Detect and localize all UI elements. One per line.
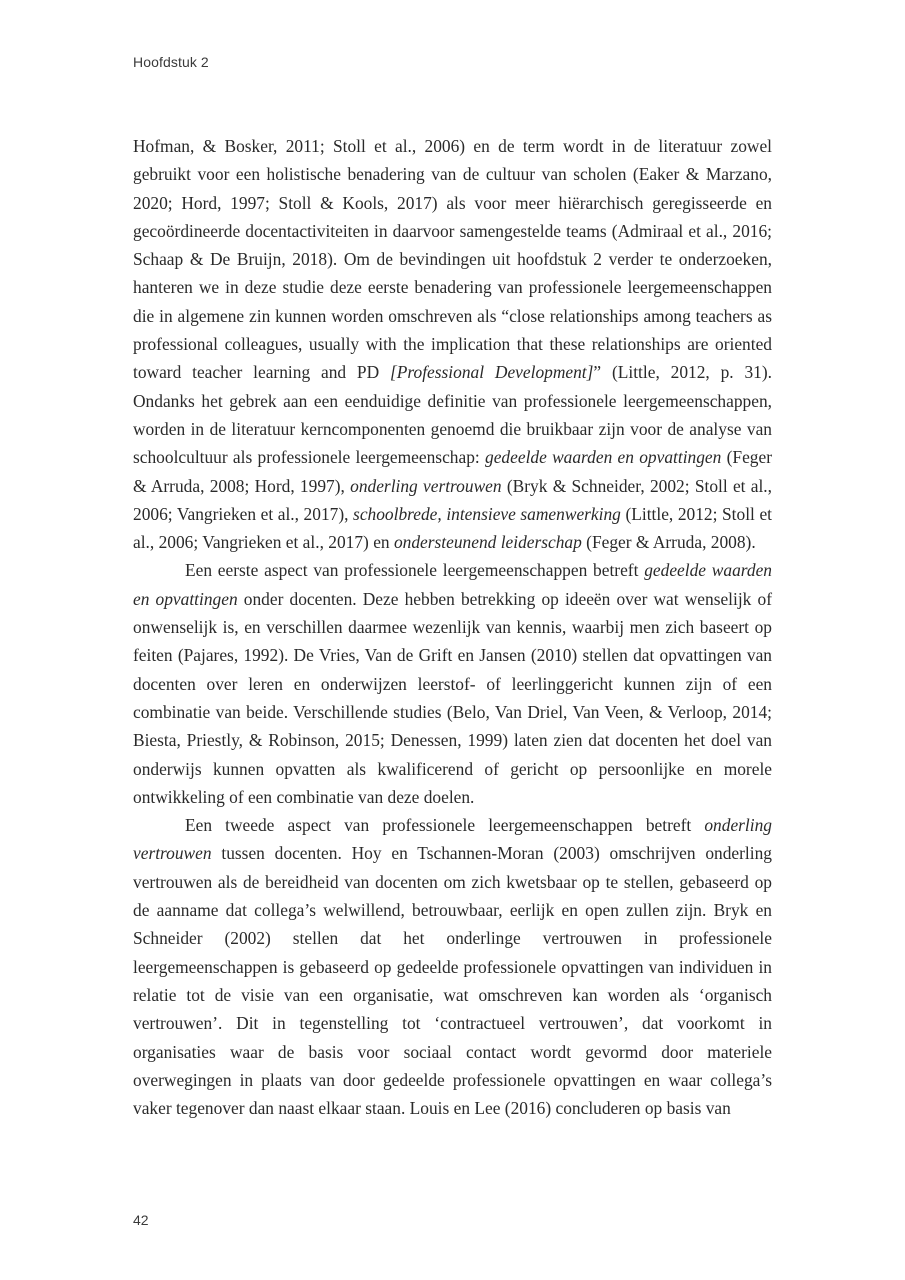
paragraph — [133, 132, 772, 556]
running-head: Hoofdstuk 2 — [133, 54, 209, 70]
text-segment: Hofman, & Bosker, 2011; Stoll et al., 2006) en de term wordt in de literatuur zowel gebruikt voor een holistische benadering van de cultuur van scholen (Eaker & Marzano, 2020; Hord, 1997; Stoll & Kools, 2017) als voor meer hiërarchisch geregisseerde en gecoördineerde docentactiviteiten in daarvoor samengestelde teams (Admiraal et al., 2016; Schaap & De Bruijn, 2018). Om de bevindingen uit hoofdstuk 2 verder te onderzoeken, hanteren we in deze studie deze eerste benadering van professionele leergemeenschappen die in algemene zin kunnen worden omschreven als “close relationships among teachers as professional colleagues, usually with the implication that these relationships are oriented toward teacher learning and PD — [133, 136, 772, 383]
text-segment-italic: onderling vertrouwen — [133, 815, 772, 864]
text-segment-italic: gedeelde waarden en opvattingen — [485, 447, 722, 468]
page-number: 42 — [133, 1212, 149, 1228]
paragraph — [133, 556, 772, 811]
text-segment: ” (Little, 2012, p. 31). Ondanks het gebrek aan een eenduidige definitie van professionele leergemeenschappen, worden in de literatuur kerncomponenten genoemd die bruikbaar zijn voor de analyse van schoolcultuur als professionele leergemeenschap: — [133, 362, 773, 468]
text-segment-italic: [Professional Development] — [390, 362, 594, 383]
text-segment: tussen docenten. Hoy en Tschannen-Moran (2003) omschrijven onderling vertrouwen als de bereidheid van docenten om zich kwetsbaar op te stellen, gebaseerd op de aanname dat collega’s welwillend, betrouwbaar, eerlijk en open zullen zijn. Bryk en Schneider (2002) stellen dat het onderlinge vertrouwen in professionele leergemeenschappen is gebaseerd op gedeelde professionele opvattingen van individuen in relatie tot de visie van een organisatie, wat omschreven kan worden als ‘organisch vertrouwen’. Dit in tegenstelling tot ‘contractueel vertrouwen’, dat voorkomt in organisaties waar de basis voor sociaal contact wordt gevormd door materiele overwegingen in plaats van door gedeelde professionele opvattingen en waar collega’s vaker tegenover dan naast elkaar staan. Louis en Lee (2016) concluderen op basis van — [133, 843, 772, 1119]
text-segment: Een tweede aspect van professionele leergemeenschappen betreft — [185, 815, 705, 836]
text-segment: onder docenten. Deze hebben betrekking op ideeën over wat wenselijk of onwenselijk is, en verschillen daarmee wezenlijk van kennis, waarbij men zich baseert op feiten (Pajares, 1992). De Vries, Van de Grift en Jansen (2010) stellen dat opvattingen van docenten over leren en onderwijzen leerstof- of leerlinggericht kunnen zijn of een combinatie van beide. Verschillende studies (Belo, Van Driel, Van Veen, & Verloop, 2014; Biesta, Priestly, & Robinson, 2015; Denessen, 1999) laten zien dat docenten het doel van onderwijs kunnen opvatten als kwalificerend of gericht op persoonlijke en morele ontwikkeling of een combinatie van deze doelen. — [133, 588, 772, 807]
text-segment: (Bryk & Schneider, 2002; Stoll et al., 2006; Vangrieken et al., 2017), — [133, 475, 773, 524]
text-segment-italic: schoolbrede, intensieve samenwerking — [353, 503, 621, 524]
text-segment: (Little, 2012; Stoll et al., 2006; Vangrieken et al., 2017) en — [133, 503, 772, 553]
text-segment-italic: gedeelde waarden en opvattingen — [133, 560, 772, 609]
body-text — [133, 132, 772, 1122]
text-segment: Een eerste aspect van professionele leergemeenschappen betreft — [185, 560, 645, 581]
text-segment-italic: onderling vertrouwen — [350, 475, 502, 496]
paragraph — [133, 811, 772, 1122]
text-segment: (Feger & Arruda, 2008). — [581, 532, 756, 553]
text-segment-italic: ondersteunend leiderschap — [393, 532, 582, 553]
text-segment: (Feger & Arruda, 2008; Hord, 1997), — [133, 447, 772, 496]
